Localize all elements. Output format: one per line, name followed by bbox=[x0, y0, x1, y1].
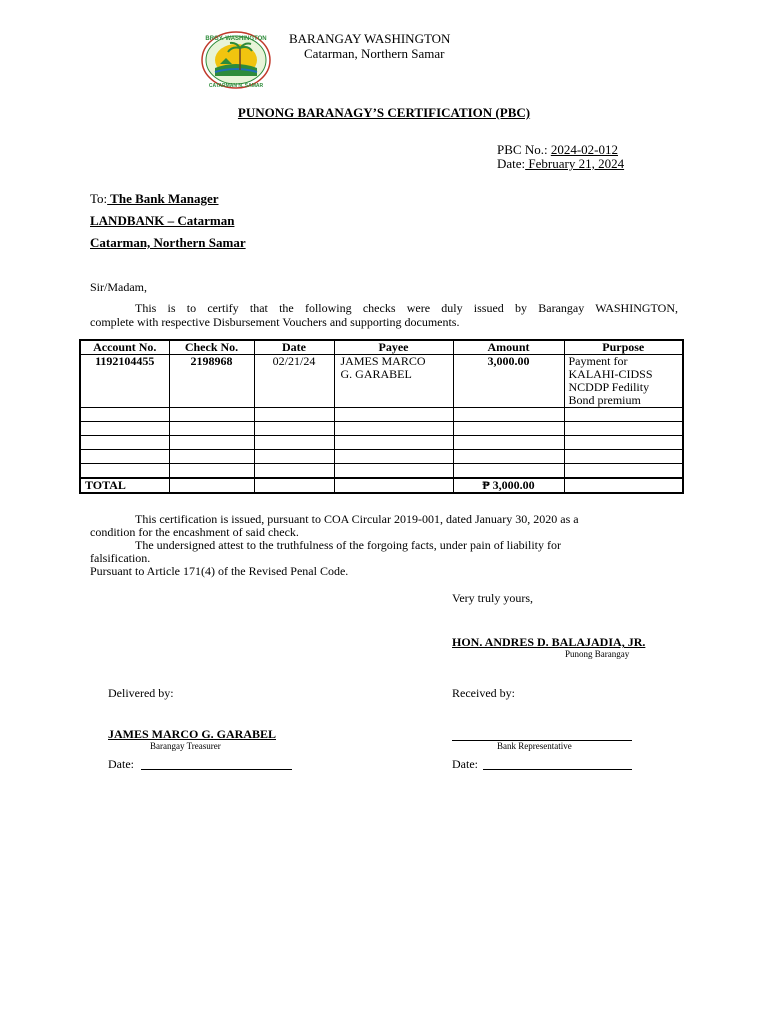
table-row-blank bbox=[80, 450, 683, 464]
barangay-name: BARANGAY WASHINGTON bbox=[289, 31, 451, 46]
purpose-line: NCDDP Fedility bbox=[568, 380, 650, 394]
treasurer-title: Barangay Treasurer bbox=[150, 741, 221, 751]
check-number-cell: 2198968 bbox=[169, 355, 254, 408]
column-header: Date bbox=[254, 340, 334, 355]
signatory-name: HON. ANDRES D. BALAJADIA, JR. bbox=[452, 635, 646, 649]
table-row-blank bbox=[80, 422, 683, 436]
table-row-blank bbox=[80, 436, 683, 450]
column-header: Payee bbox=[334, 340, 453, 355]
body-line-2: complete with respective Disbursement Vouchers and supporting documents. bbox=[90, 315, 460, 329]
received-date-line bbox=[483, 769, 632, 770]
certification-line-1: This certification is issued, pursuant to COA Circular 2019-001, dated January 30, 2020 as a bbox=[135, 512, 579, 526]
received-date-label: Date: bbox=[452, 757, 478, 771]
delivered-date-label: Date: bbox=[108, 757, 134, 771]
purpose-line: Bond premium bbox=[568, 393, 641, 407]
checks-table bbox=[79, 339, 684, 494]
delivered-date-line bbox=[141, 769, 292, 770]
attestation-line-2: falsification. bbox=[90, 551, 151, 565]
addressee-bank: LANDBANK – Catarman bbox=[90, 213, 235, 228]
addressee-name: The Bank Manager bbox=[107, 191, 219, 206]
seal-bottom-text: CATARMAN N. SAMAR bbox=[208, 83, 264, 89]
purpose-line: Payment for bbox=[568, 354, 628, 368]
payee-cell bbox=[334, 355, 453, 408]
document-date-value: February 21, 2024 bbox=[525, 156, 625, 171]
seal-top-text: BRGY. WASHINGTON bbox=[205, 36, 267, 42]
total-amount-cell: ₱ 3,000.00 bbox=[453, 478, 564, 493]
account-number-cell: 1192104455 bbox=[80, 355, 169, 408]
barangay-seal-logo bbox=[200, 30, 272, 90]
table-header-row bbox=[80, 340, 683, 355]
attestation-line-1: The undersigned attest to the truthfulness of the forgoing facts, under pain of liability for bbox=[135, 538, 562, 552]
amount-cell: 3,000.00 bbox=[453, 355, 564, 408]
treasurer-name: JAMES MARCO G. GARABEL bbox=[108, 727, 277, 741]
table-row bbox=[80, 355, 683, 408]
column-header: Purpose bbox=[564, 340, 683, 355]
addressee-address: Catarman, Northern Samar bbox=[90, 235, 246, 250]
addressee-to-label: To: bbox=[90, 191, 108, 206]
delivered-by-label: Delivered by: bbox=[108, 686, 174, 700]
purpose-line: KALAHI-CIDSS bbox=[568, 367, 653, 381]
table-row-blank bbox=[80, 464, 683, 479]
document-title: PUNONG BARANAGY’S CERTIFICATION (PBC) bbox=[237, 105, 531, 120]
column-header: Check No. bbox=[169, 340, 254, 355]
addressee-to bbox=[90, 191, 219, 207]
table-total-row bbox=[80, 478, 683, 493]
signatory-title: Punong Barangay bbox=[565, 649, 630, 659]
purpose-cell bbox=[564, 355, 683, 408]
pursuant-statement: Pursuant to Article 171(4) of the Revised Penal Code. bbox=[90, 564, 349, 578]
pbc-number-value: 2024-02-012 bbox=[550, 142, 618, 157]
barangay-location: Catarman, Northern Samar bbox=[304, 46, 445, 61]
document-date bbox=[497, 156, 624, 172]
column-header: Account No. bbox=[80, 340, 169, 355]
total-label-cell: TOTAL bbox=[80, 478, 169, 493]
bank-rep-title: Bank Representative bbox=[497, 741, 572, 751]
closing: Very truly yours, bbox=[452, 591, 533, 605]
date-cell: 02/21/24 bbox=[254, 355, 334, 408]
document-date-label: Date: bbox=[497, 156, 526, 171]
received-by-label: Received by: bbox=[452, 686, 515, 700]
pbc-number-label: PBC No.: bbox=[497, 142, 548, 157]
certification-line-2: condition for the encashment of said check. bbox=[90, 525, 299, 539]
body-line-1: This is to certify that the following checks were duly issued by Barangay WASHINGTON, bbox=[135, 301, 678, 315]
payee-line: G. GARABEL bbox=[340, 367, 412, 381]
salutation: Sir/Madam, bbox=[90, 280, 147, 294]
table-row-blank bbox=[80, 408, 683, 422]
column-header: Amount bbox=[453, 340, 564, 355]
payee-line: JAMES MARCO bbox=[340, 354, 426, 368]
